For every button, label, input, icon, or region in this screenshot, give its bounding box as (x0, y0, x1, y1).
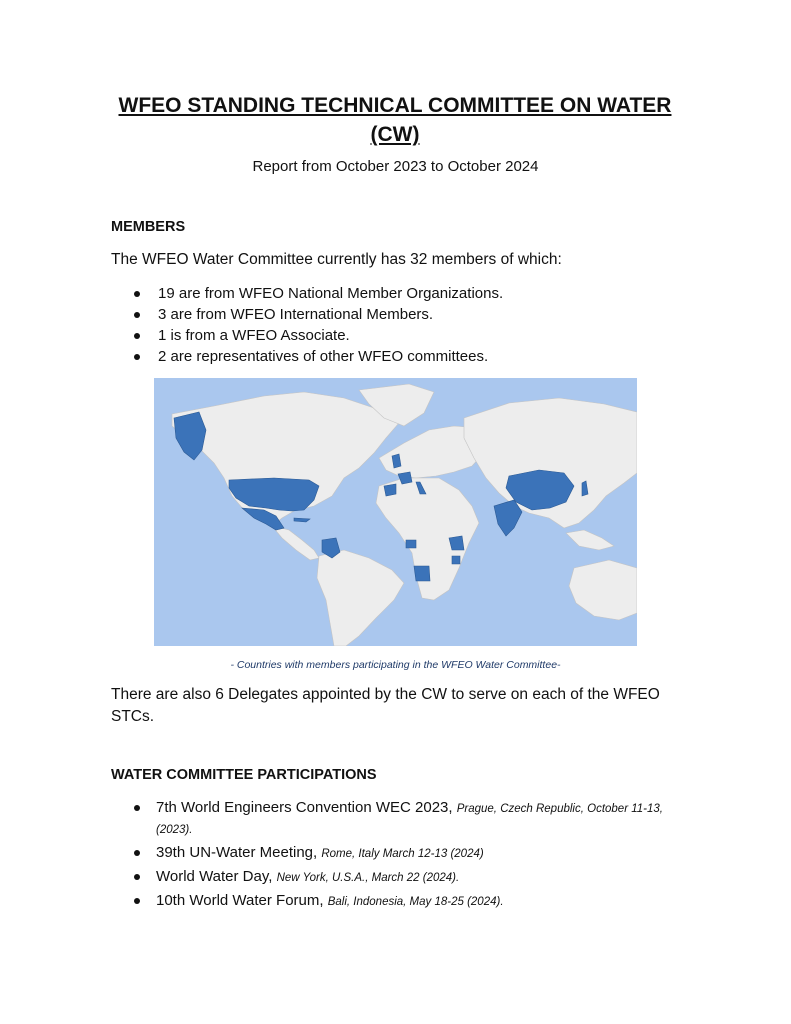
document-subtitle: Report from October 2023 to October 2024 (252, 158, 539, 175)
bullet-icon (134, 850, 140, 856)
event-name: 10th World Water Forum, (156, 892, 328, 909)
list-item (111, 346, 503, 367)
document-title-line-2: (CW) (370, 123, 420, 146)
list-item-text: 2 are representatives of other WFEO committees. (158, 348, 489, 365)
event-name: World Water Day, (156, 868, 277, 885)
bullet-icon (134, 333, 140, 339)
bullet-icon (134, 291, 140, 297)
bullet-icon (134, 898, 140, 904)
list-item-text: 3 are from WFEO International Members. (158, 306, 434, 323)
list-item (111, 891, 671, 912)
event-name: 7th World Engineers Convention WEC 2023, (156, 799, 457, 816)
event-detail: New York, U.S.A., March 22 (2024). (276, 872, 460, 884)
list-item (111, 325, 503, 346)
list-item-text: 1 is from a WFEO Associate. (158, 327, 350, 344)
list-item (111, 798, 671, 840)
participations-list (111, 798, 671, 915)
world-map (154, 378, 637, 646)
event-detail: Rome, Italy March 12-13 (2024) (321, 848, 484, 860)
bullet-icon (134, 874, 140, 880)
list-item (111, 304, 503, 325)
list-item (111, 867, 671, 888)
participations-heading: WATER COMMITTEE PARTICIPATIONS (111, 767, 377, 783)
members-list (111, 283, 503, 367)
event-detail: Bali, Indonesia, May 18-25 (2024). (327, 896, 504, 908)
event-detail: Prague, Czech Republic, October 11-13, (2023). (156, 803, 663, 836)
delegates-paragraph: There are also 6 Delegates appointed by the CW to serve on each of the WFEO STCs. (111, 686, 660, 725)
bullet-icon (134, 805, 140, 811)
bullet-icon (134, 354, 140, 360)
document-title-line-1: WFEO STANDING TECHNICAL COMMITTEE ON WATER (118, 94, 672, 117)
list-item-text: 19 are from WFEO National Member Organizations. (158, 285, 504, 302)
world-map-image (154, 378, 637, 646)
list-item (111, 283, 503, 304)
map-caption: - Countries with members participating in the WFEO Water Committee- (230, 659, 561, 671)
bullet-icon (134, 312, 140, 318)
event-name: 39th UN-Water Meeting, (156, 844, 322, 861)
members-heading: MEMBERS (111, 219, 186, 235)
members-intro: The WFEO Water Committee currently has 32 members of which: (111, 251, 562, 268)
list-item (111, 843, 671, 864)
